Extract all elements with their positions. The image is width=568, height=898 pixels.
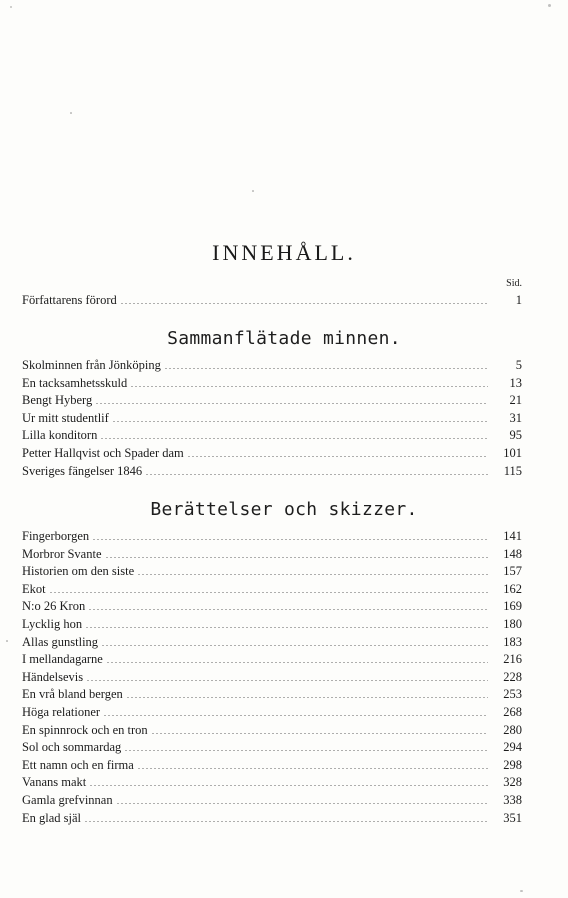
section-heading: Sammanflätade minnen. [167, 328, 401, 349]
toc-entry-page: 180 [503, 616, 522, 631]
dot-leader [89, 785, 488, 786]
toc-entry [22, 357, 522, 375]
dot-leader [112, 421, 488, 422]
toc-entry-page: 228 [503, 669, 522, 684]
toc-entry-page: 298 [503, 757, 522, 772]
page-column-label: Sid. [506, 278, 522, 289]
page-title: INNEHÅLL. [212, 240, 356, 265]
toc-entry-page: 328 [503, 775, 522, 790]
toc-entry-title: Ur mitt studentlif [22, 410, 109, 425]
toc-entry-title: Skolminnen från Jönköping [22, 358, 161, 372]
toc-entry-page: 162 [503, 581, 522, 596]
dot-leader [137, 574, 488, 575]
toc-entry [22, 634, 522, 652]
toc-entry-page: 253 [503, 687, 522, 702]
toc-entry-title: Gamla grefvinnan [22, 792, 113, 807]
dot-leader [124, 750, 488, 751]
toc-entry [22, 445, 522, 463]
toc-entry [22, 810, 522, 828]
toc-entry-page: 21 [509, 393, 522, 408]
toc-entry-title: Allas gunstling [22, 634, 99, 649]
dot-leader [187, 456, 488, 457]
toc-entry [22, 722, 522, 740]
toc-entry [22, 563, 522, 581]
dot-leader [137, 768, 488, 769]
toc-entry-title: Sol och sommardag [22, 740, 122, 755]
toc-entry [22, 774, 522, 792]
paper-speck [6, 640, 8, 642]
toc-entry [22, 651, 522, 669]
toc-entry-title: Författarens förord [22, 293, 117, 307]
dot-leader [92, 539, 488, 540]
dot-leader [100, 438, 488, 439]
toc-entry-title: Bengt Hyberg [22, 393, 93, 408]
toc-entry [22, 375, 522, 393]
dot-leader [105, 557, 489, 558]
toc-entry-page: 141 [503, 529, 522, 543]
toc-entry-title: Höga relationer [22, 704, 101, 719]
toc-entry [22, 546, 522, 564]
toc-entry-page: 5 [515, 358, 522, 372]
toc-entry [22, 669, 522, 687]
paper-speck [548, 4, 551, 7]
toc-entry [22, 292, 522, 310]
dot-leader [101, 645, 488, 646]
toc-entry [22, 463, 522, 481]
toc-entry [22, 410, 522, 428]
toc-entry-title: En glad själ [22, 810, 82, 825]
toc-entry-title: Sveriges fängelser 1846 [22, 463, 143, 478]
toc-entry-title: I mellandagarne [22, 652, 103, 667]
dot-leader [130, 386, 488, 387]
dot-leader [106, 662, 488, 663]
toc-entry-page: 294 [503, 740, 522, 755]
dot-leader [116, 803, 488, 804]
toc-entry [22, 686, 522, 704]
toc-entry-page: 157 [503, 564, 522, 579]
toc-entry-page: 13 [509, 375, 522, 390]
toc-entry-page: 1 [515, 293, 522, 307]
toc-entry [22, 528, 522, 546]
dot-leader [126, 697, 488, 698]
toc-entry-title: N:o 26 Kron [22, 599, 86, 614]
toc-entry-title: Historien om den siste [22, 564, 135, 579]
dot-leader [49, 592, 488, 593]
toc-entry-title: Händelsevis [22, 669, 84, 684]
dot-leader [86, 680, 488, 681]
toc-entry-page: 216 [503, 652, 522, 667]
dot-leader [103, 715, 488, 716]
toc-entry-page: 338 [503, 792, 522, 807]
toc-entry [22, 757, 522, 775]
toc-entry [22, 739, 522, 757]
toc-entry [22, 392, 522, 410]
toc-entry-title: Vanans makt [22, 775, 87, 790]
toc-entry-page: 95 [509, 428, 522, 443]
paper-speck [70, 112, 72, 114]
toc-entry-title: Morbror Svante [22, 546, 102, 561]
toc-entry-page: 183 [503, 634, 522, 649]
toc-entry-title: Ett namn och en firma [22, 757, 134, 772]
toc-entry-title: En tacksamhetsskuld [22, 375, 128, 390]
paper-speck [252, 190, 254, 192]
toc-entry-page: 268 [503, 704, 522, 719]
toc-entry-title: Lycklig hon [22, 616, 83, 631]
dot-leader [88, 609, 488, 610]
toc-entry-page: 148 [503, 546, 522, 561]
toc-entry [22, 616, 522, 634]
toc-entry-title: Petter Hallqvist och Spader dam [22, 445, 184, 460]
toc-entry-page: 280 [503, 722, 522, 737]
dot-leader [151, 733, 488, 734]
section-entry-list [22, 357, 522, 480]
toc-entry-page: 101 [503, 445, 522, 460]
toc-entry-title: Ekot [22, 581, 46, 596]
dot-leader [84, 821, 488, 822]
paper-speck [10, 6, 12, 8]
dot-leader [145, 474, 488, 475]
dot-leader [164, 368, 488, 369]
toc-entry [22, 792, 522, 810]
section-entry-list [22, 528, 522, 827]
toc-entry [22, 598, 522, 616]
toc-entry [22, 427, 522, 445]
toc-entry-title: Lilla konditorn [22, 428, 98, 443]
toc-entry-title: En spinnrock och en tron [22, 722, 148, 737]
toc-entry-page: 31 [509, 410, 522, 425]
toc-entry [22, 581, 522, 599]
toc-entry [22, 704, 522, 722]
dot-leader [95, 403, 488, 404]
toc-entry-title: En vrå bland bergen [22, 687, 123, 702]
section-heading: Berättelser och skizzer. [150, 499, 418, 520]
paper-speck [520, 890, 523, 892]
toc-entry-title: Fingerborgen [22, 529, 90, 543]
dot-leader [85, 627, 488, 628]
toc-entry-page: 169 [503, 599, 522, 614]
preface-list [22, 292, 522, 310]
dot-leader [120, 303, 488, 304]
toc-entry-page: 351 [503, 810, 522, 825]
toc-entry-page: 115 [503, 463, 522, 478]
